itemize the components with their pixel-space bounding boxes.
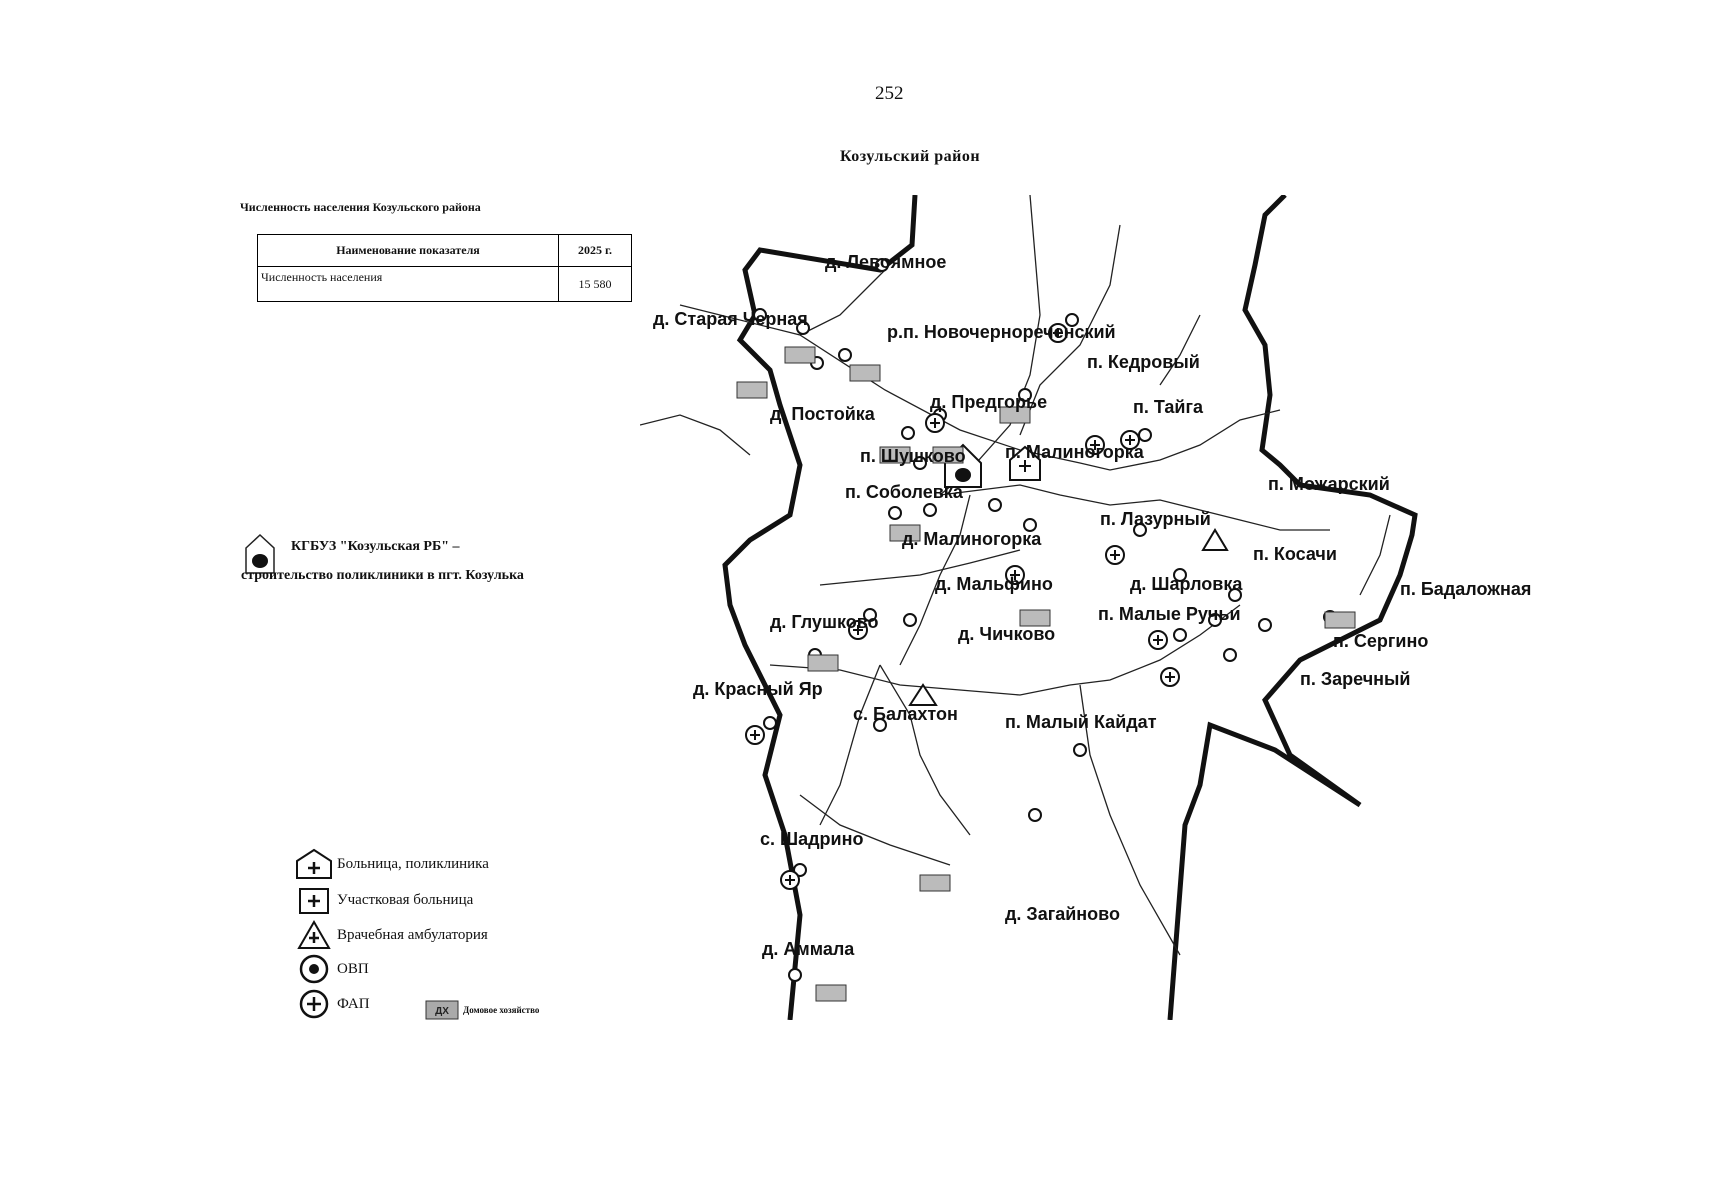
legend-item: [295, 919, 488, 951]
place-label: с. Шадрино: [760, 829, 864, 849]
district-map: [640, 195, 1590, 1020]
legend-label: Врачебная амбулатория: [337, 926, 488, 943]
ambulatory-icon: [295, 919, 333, 951]
household-mark: ДХ: [435, 1006, 449, 1017]
place-label: п. Малый Кайдат: [1005, 712, 1157, 732]
place-label: п. Сергино: [1333, 631, 1429, 651]
place-label: п. Тайга: [1133, 397, 1204, 417]
place-label: с. Балахтон: [853, 704, 958, 724]
legend-label: Участковая больница: [337, 891, 474, 908]
place-label: д. Глушково: [770, 612, 879, 632]
table-header-row: [258, 235, 632, 267]
place-label: п. Малиногорка: [1005, 442, 1144, 462]
legend-label: Больница, поликлиника: [337, 855, 489, 872]
table-cell: 15 580: [559, 267, 632, 302]
place-label: п. Лазурный: [1100, 509, 1211, 529]
place-label: д. Аммала: [762, 939, 855, 959]
hospital-note: [241, 532, 524, 590]
household-icon: [425, 1000, 459, 1020]
table-row: [258, 267, 632, 302]
page-number: 252: [875, 83, 904, 104]
place-label: д. Чичково: [958, 624, 1056, 644]
legend-item: [295, 884, 473, 916]
place-label: п. Косачи: [1253, 544, 1337, 564]
table-caption: Численность населения Козульского района: [240, 200, 481, 214]
table-header-cell: 2025 г.: [559, 235, 632, 267]
ambulatory-icon: [1203, 530, 1227, 550]
hospital-note-line1: КГБУЗ "Козульская РБ" –: [291, 539, 460, 554]
place-label: д. Мальфино: [935, 574, 1053, 594]
legend-item: [295, 953, 369, 985]
ovp-icon: [295, 953, 333, 985]
district-hospital-icon: [295, 884, 333, 916]
place-label: д. Красный Яр: [693, 679, 823, 699]
population-table: [257, 234, 632, 302]
place-label: д. Малиногорка: [902, 529, 1042, 549]
place-label: п. Кедровый: [1087, 352, 1200, 372]
place-label: п. Бадаложная: [1400, 579, 1532, 599]
page-title: Козульский район: [840, 148, 981, 165]
place-label: д. Предгорье: [930, 392, 1048, 412]
place-label: д. Старая Черная: [653, 309, 808, 329]
place-label: д. Левоямное: [825, 252, 947, 272]
place-label: п. Соболевка: [845, 482, 963, 502]
legend-item: [295, 988, 370, 1020]
place-label: п. Малые Ручьи: [1098, 604, 1241, 624]
place-label: д. Загайново: [1005, 904, 1120, 924]
place-label: д. Шарловка: [1130, 574, 1243, 594]
table-header-cell: Наименование показателя: [258, 235, 559, 267]
place-label: р.п. Новочерноречeнский: [887, 322, 1116, 342]
place-label: п. Можарский: [1268, 474, 1390, 494]
hospital-icon: [295, 848, 333, 880]
legend-item: [295, 848, 489, 880]
place-label: д. Постойка: [770, 404, 875, 424]
legend-label: Домовое хозяйство: [463, 1005, 540, 1015]
table-cell: Численность населения: [258, 267, 559, 302]
fap-icon: [295, 988, 333, 1020]
legend-item: [425, 1000, 539, 1020]
legend-label: ОВП: [337, 960, 369, 977]
hospital-note-line2: строительство поликлиники в пгт. Козулька: [241, 568, 524, 583]
place-label: п. Шушково: [860, 446, 966, 466]
place-label: п. Заречный: [1300, 669, 1411, 689]
legend-label: ФАП: [337, 995, 370, 1012]
